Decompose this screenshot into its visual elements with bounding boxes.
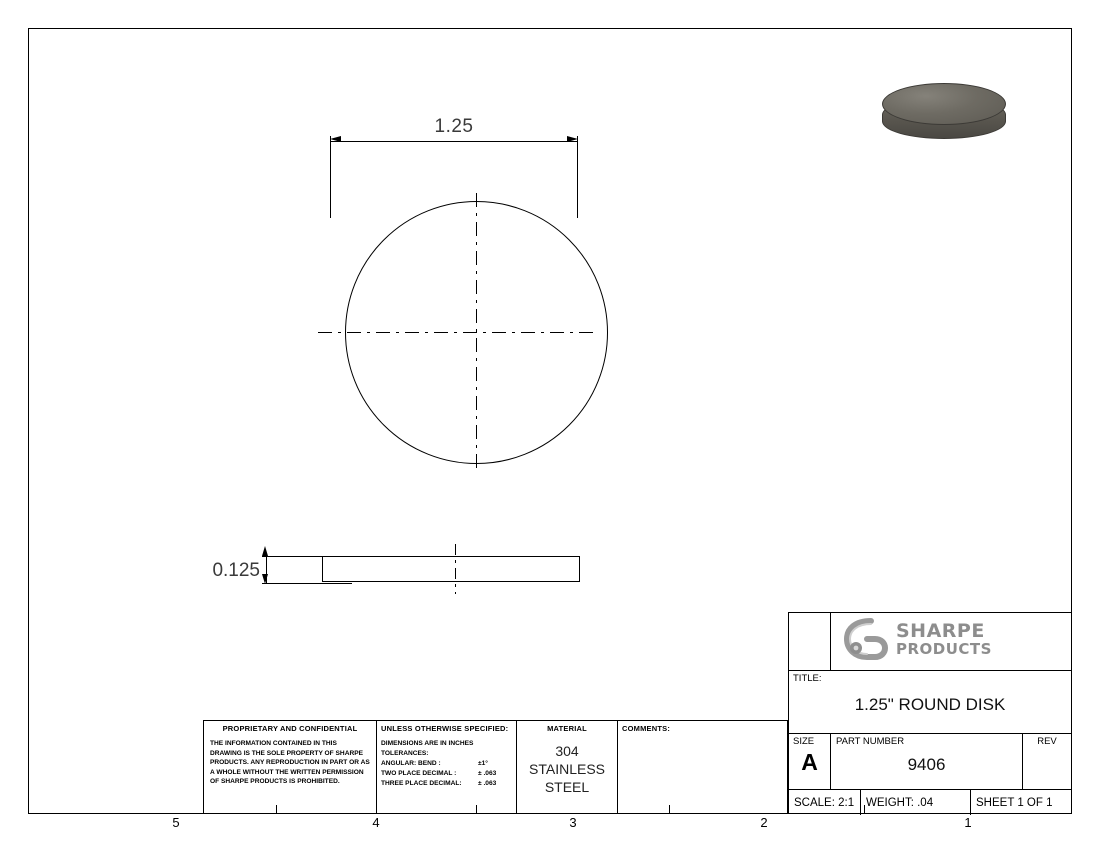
sharpe-s-icon xyxy=(841,617,889,661)
logo-text-line2: PRODUCTS xyxy=(896,639,992,658)
title-block xyxy=(788,612,1072,814)
tolerance-row-angular xyxy=(381,759,512,769)
front-view xyxy=(318,198,608,488)
zone-tick-2 xyxy=(669,805,670,814)
proprietary-header: PROPRIETARY AND CONFIDENTIAL xyxy=(222,724,358,733)
centerline-vertical xyxy=(476,193,477,470)
tolerance-label-three-place: THREE PLACE DECIMAL: xyxy=(381,779,462,787)
diameter-dimension xyxy=(330,118,578,164)
extension-line-top xyxy=(262,556,352,557)
zone-label-1: 1 xyxy=(964,815,972,830)
tolerance-value-angular: ±1° xyxy=(478,759,488,767)
size-label: SIZE xyxy=(793,736,815,747)
centerline-horizontal xyxy=(318,332,595,333)
thickness-dimension-value: 0.125 xyxy=(212,560,260,581)
part-number-cell xyxy=(831,734,1023,789)
tolerance-row-three-place xyxy=(381,779,512,789)
thickness-dimension xyxy=(212,540,328,602)
disk-top-surface xyxy=(882,83,1006,125)
zone-tick-4 xyxy=(276,805,277,814)
title-block-footer xyxy=(789,790,1071,815)
size-cell xyxy=(789,734,831,789)
rev-cell xyxy=(1023,734,1071,789)
proprietary-body: THE INFORMATION CONTAINED IN THIS DRAWING IS THE SOLE PROPERTY OF SHARPE PRODUCTS. ANY REPRODUCTION IN PART OR AS A WHOLE WITHOUT THE WRITTEN PERMISSION OF SHARPE PRODUCTS IS PROHIBITED. xyxy=(210,740,370,786)
rev-label: REV xyxy=(1037,736,1057,747)
side-view-centerline xyxy=(455,544,456,594)
specifications-header: UNLESS OTHERWISE SPECIFIED: xyxy=(381,724,509,733)
zone-tick-3 xyxy=(476,805,477,814)
tolerance-value-three-place: ± .063 xyxy=(478,779,497,787)
side-view xyxy=(322,556,580,584)
spec-line-units: DIMENSIONS ARE IN INCHES xyxy=(381,740,474,747)
tolerance-row-two-place xyxy=(381,769,512,779)
notes-table xyxy=(203,720,788,814)
zone-label-strip xyxy=(28,815,1072,845)
spec-line-tolerances: TOLERANCES: xyxy=(381,749,429,757)
logo-left-cell xyxy=(789,613,831,670)
material-header: MATERIAL xyxy=(547,724,587,733)
weight-value: WEIGHT: .04 xyxy=(861,790,971,815)
part-number-value: 9406 xyxy=(907,755,946,774)
extension-line-bottom xyxy=(262,583,352,584)
part-number-label: PART NUMBER xyxy=(836,736,905,747)
comments-header: COMMENTS: xyxy=(622,724,671,733)
material-value-line1: 304 xyxy=(555,743,579,759)
sheet-value: SHEET 1 OF 1 xyxy=(976,796,1053,809)
zone-label-4: 4 xyxy=(372,815,380,830)
comments-cell xyxy=(618,721,787,813)
logo-row xyxy=(789,613,1071,671)
sharpe-logo-svg xyxy=(841,617,889,661)
scale-value: SCALE: 2:1 xyxy=(789,790,861,815)
material-value-line2: STAINLESS xyxy=(529,760,605,777)
material-cell xyxy=(517,721,618,813)
tolerance-label-two-place: TWO PLACE DECIMAL : xyxy=(381,769,457,777)
logo-text-line1: SHARPE xyxy=(896,619,985,642)
tolerance-label-angular: ANGULAR: BEND : xyxy=(381,759,441,767)
zone-tick-1 xyxy=(864,805,865,814)
zone-label-3: 3 xyxy=(569,815,577,830)
proprietary-cell xyxy=(204,721,377,813)
size-value: A xyxy=(801,749,818,775)
title-label: TITLE: xyxy=(793,673,822,684)
isometric-disk-view xyxy=(872,75,1012,170)
title-row xyxy=(789,671,1071,734)
dimension-line xyxy=(330,141,578,142)
disk-edge-rectangle xyxy=(322,556,580,582)
company-logo xyxy=(841,617,992,661)
arrowhead-up-icon xyxy=(262,546,268,556)
zone-label-5: 5 xyxy=(172,815,180,830)
zone-label-2: 2 xyxy=(760,815,768,830)
tolerance-value-two-place: ± .063 xyxy=(478,769,497,777)
arrowhead-down-icon xyxy=(262,574,268,584)
material-value-line3: STEEL xyxy=(544,778,590,795)
diameter-dimension-value: 1.25 xyxy=(434,116,474,137)
specifications-cell xyxy=(377,721,517,813)
part-title-value: 1.25" ROUND DISK xyxy=(854,695,1006,714)
part-number-row xyxy=(789,734,1071,790)
